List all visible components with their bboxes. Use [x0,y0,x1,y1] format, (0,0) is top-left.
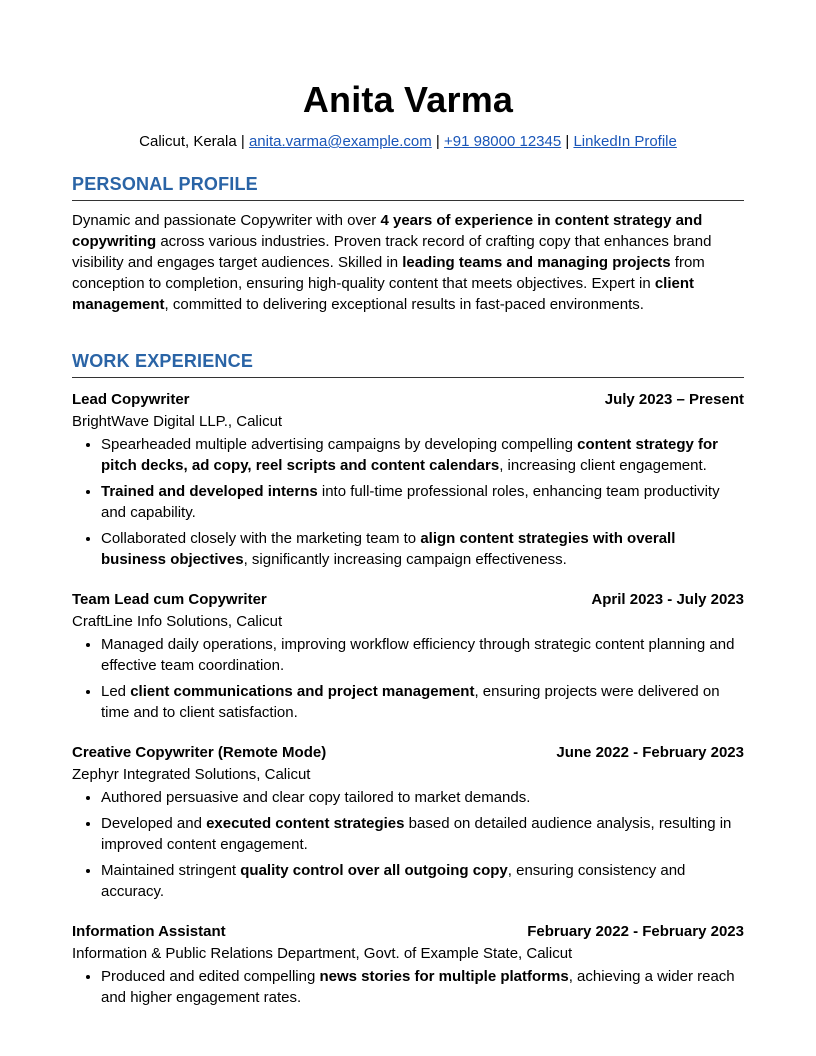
job-entry [72,743,744,902]
job-company: CraftLine Info Solutions, Calicut [72,613,283,630]
linkedin-link[interactable]: LinkedIn Profile [573,133,677,150]
list-item [101,787,744,808]
email-link[interactable]: anita.varma@example.com [248,133,432,150]
text-run: into full-time professional roles, enhancing team productivity and capability. [101,483,720,521]
job-company: BrightWave Digital LLP., Calicut [72,413,283,430]
job-title: Lead Copywriter [72,391,190,408]
section-heading-experience: WORK EXPERIENCE [72,350,744,378]
job-header [72,922,744,942]
text-run: Collaborated closely with the marketing team to [101,530,421,547]
text-run: from conception to completion, ensuring high-quality content that meets objectives. Expert in [72,254,705,292]
job-title: Creative Copywriter (Remote Mode) [72,744,327,761]
text-run: , achieving a wider reach and higher engagement rates. [101,968,735,1006]
text-run: Authored persuasive and clear copy tailored to market demands. [101,789,531,806]
job-dates: June 2022 - February 2023 [556,744,744,761]
job-title: Team Lead cum Copywriter [72,591,267,608]
list-item [101,860,744,902]
job-dates: April 2023 - July 2023 [591,591,744,608]
text-run: Managed daily operations, improving workflow efficiency through strategic content planning and effective team coordination. [101,636,735,674]
location-text: Calicut, Kerala [139,133,237,150]
bold-text: Trained and developed interns [101,483,318,500]
text-run: Maintained stringent [101,862,241,879]
bold-text: client communications and project management [130,683,475,700]
text-run: Dynamic and passionate Copywriter with over [72,212,381,229]
job-title: Information Assistant [72,923,226,940]
job-bullet-list [72,787,744,902]
separator: | [435,133,440,150]
job-header [72,390,744,410]
list-item [101,481,744,523]
text-run: based on detailed audience analysis, resulting in improved content engagement. [101,815,732,853]
text-run: , committed to delivering exceptional results in fast-paced environments. [164,296,644,313]
job-entry [72,590,744,723]
job-company: Information & Public Relations Department, Govt. of Example State, Calicut [72,945,573,962]
bold-text: align content strategies with overall business objectives [101,530,676,568]
bold-text: news stories for multiple platforms [319,968,569,985]
job-header [72,590,744,610]
phone-link[interactable]: +91 98000 12345 [444,133,562,150]
text-run: , increasing client engagement. [499,457,707,474]
job-entry [72,390,744,570]
job-list [72,390,744,1008]
bold-text: client management [72,275,695,313]
job-entry [72,922,744,1008]
bold-text: 4 years of experience in content strategy and copywriting [72,212,703,250]
candidate-name: Anita Varma [302,79,514,120]
bold-text: executed content strategies [206,815,405,832]
bold-text: leading teams and managing projects [402,254,671,271]
profile-paragraph [72,210,744,315]
text-run: , ensuring consistency and accuracy. [101,862,686,900]
resume-page [72,0,744,1008]
separator: | [565,133,570,150]
text-run: , significantly increasing campaign effectiveness. [243,551,567,568]
personal-profile-section [72,173,744,315]
text-run: Produced and edited compelling [101,968,320,985]
job-company: Zephyr Integrated Solutions, Calicut [72,766,311,783]
job-dates: July 2023 – Present [604,391,744,408]
job-bullet-list [72,634,744,723]
text-run: Led [101,683,131,700]
contact-line [72,132,744,152]
separator: | [240,133,245,150]
bold-text: quality control over all outgoing copy [240,862,508,879]
text-run: , ensuring projects were delivered on time and to client satisfaction. [101,683,720,721]
text-run: Spearheaded multiple advertising campaigns by developing compelling [101,436,578,453]
work-experience-section [72,350,744,1008]
text-run: across various industries. Proven track record of crafting copy that enhances brand visibility and engages target audiences. Skilled in [72,233,712,271]
job-bullet-list [72,966,744,1008]
job-header [72,743,744,763]
list-item [101,813,744,855]
job-bullet-list [72,434,744,570]
section-heading-profile: PERSONAL PROFILE [72,173,744,201]
list-item [101,434,744,476]
text-run: Developed and [101,815,207,832]
list-item [101,634,744,676]
bold-text: content strategy for pitch decks, ad copy, reel scripts and content calendars [101,436,718,474]
list-item [101,966,744,1008]
list-item [101,528,744,570]
list-item [101,681,744,723]
job-dates: February 2022 - February 2023 [527,923,744,940]
